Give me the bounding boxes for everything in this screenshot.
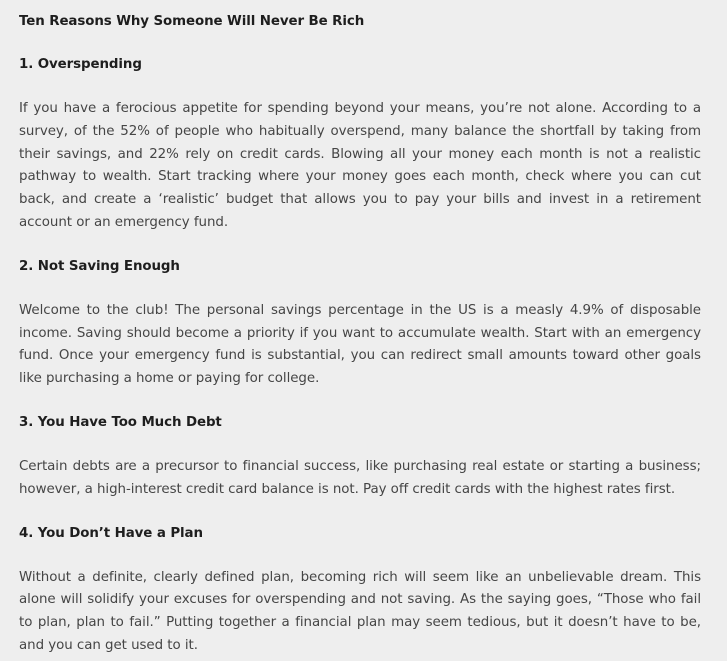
article-title: Ten Reasons Why Someone Will Never Be Rich (19, 14, 365, 29)
section-body-overspending: If you have a ferocious appetite for spending beyond your means, you’re not alone. According to a survey, of the 52% of people who habitually overspend, many balance the shortfall by taking from their savings, and 22% rely on credit cards. Blowing all your money each month is not a realistic pathway to wealth. Start tracking where your money goes each month, check where you can cut back, and create a ‘realistic’ budget that allows you to pay your bills and invest in a retirement account or an emergency fund. (19, 101, 701, 230)
section-body-too-much-debt: Certain debts are a precursor to financial success, like purchasing real estate or starting a business; however, a high-interest credit card balance is not. Pay off credit cards with the highest rates first. (19, 458, 701, 497)
section-heading-too-much-debt: 3. You Have Too Much Debt (19, 414, 222, 430)
section-body-not-saving-enough: Welcome to the club! The personal savings percentage in the US is a measly 4.9% of disposable income. Saving should become a priority if you want to accumulate wealth. Start with an emergency fund. Once your emergency fund is substantial, you can redirect small amounts toward other goals like purchasing a home or paying for college. (19, 302, 701, 387)
section-body-no-plan: Without a definite, clearly defined plan, becoming rich will seem like an unbelievable dream. This alone will solidify your excuses for overspending and not saving. As the saying goes, “Those who fail to plan, plan to fail.” Putting together a financial plan may seem tedious, but it doesn’t have to be, and you can get used to it. (19, 569, 701, 653)
section-heading-no-plan: 4. You Don’t Have a Plan (19, 525, 203, 541)
section-heading-not-saving-enough: 2. Not Saving Enough (19, 258, 180, 274)
section-heading-overspending: 1. Overspending (19, 57, 142, 72)
